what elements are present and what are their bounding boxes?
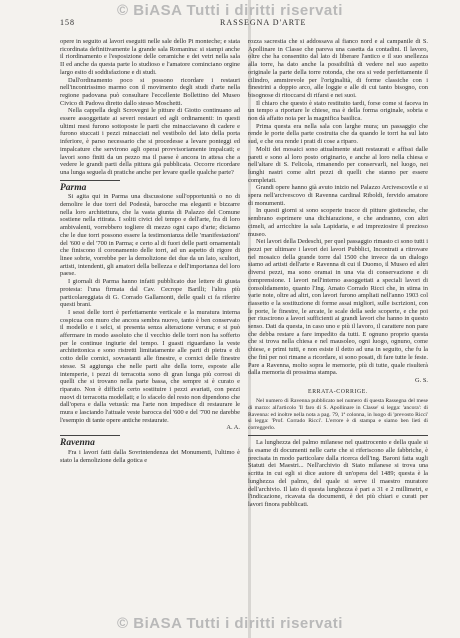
paragraph: Dall'ordinamento poco si possono ricordare i restauri nell'incontrissimo marmo con il movimento degli studi d'arte nella regione padovana può consultare l'eccellente Bollettino del Museo Civico di Padova diretto dallo stesso Moschetti.	[60, 76, 240, 107]
section-heading-ravenna: Ravenna	[60, 438, 95, 449]
page-number: 158	[60, 18, 75, 27]
watermark-top: © BiASA Tutti i diritti riservati	[117, 2, 343, 19]
paragraph: Grandi opere hanno già avuto inizio nel Palazzo Arcivescovile e si spera nell'arcivescovo di Ravenna cardinal Riboldi, fervido amatore di monumenti.	[248, 184, 428, 207]
paragraph: La lunghezza del palmo milanese nel quattrocento e della quale si fa esame di documenti nelle carte che si riferiscono alle fabbriche, è precisata in modo particolare dalla ricerca dell'ing. Baroni fatta sugli Statuti dei Maestri... Nell'archivio di Stato milanese si trova una scritta in cui egli si dice autore di un'opera del 1489; questa è la lunghezza del palmo, del quale si serve il maestro muratore dell'archivio. Il lato di questa lunghezza è pari a 31 e 2 millimetri, e l'indicazione, ricavata da documenti, è dei più chiari e curati per lavori finora pubblicati.	[248, 439, 428, 508]
section-heading-parma: Parma	[60, 182, 87, 193]
watermark-bottom: © BiASA Tutti i diritti riservati	[117, 615, 343, 632]
paragraph: Molti dei mosaici sono attualmente stati restaurati e affissi dalle pareti e sono al loro posto originario, e anche al loro nella chiesa e nell'altare di S. Felicola, rimanendo per conservarli, nel luogo, nei lunghi nastri come altri pezzi di quelli che stanno per essere completati.	[248, 145, 428, 184]
section-divider	[60, 180, 120, 181]
errata-heading: ERRATA-CORRIGE.	[308, 388, 368, 395]
running-title: RASSEGNA D'ARTE	[220, 18, 307, 27]
paragraph: opere in seguito ai lavori eseguiti nelle sale dello Pi monteche; e stata ricordinata definitivamente la grande sala Romanina: si stampi anche il riordinamento e l'esposizione delle ceramiche e dei vetri nella sala II ed anche da questa parte lo studioso e l'amatore cominciano orgine largo esito di soddisfazione e di studi.	[60, 38, 240, 76]
left-column	[60, 38, 240, 593]
running-header	[60, 18, 430, 30]
paragraph: In questi giorni si sono scoperte tracce di pitture giottesche, che sembrano esprimere una dichiarazione, e che andranno, con altri cimeli, ad arricchire la sala Lapidaria, e ad impreziosire il prezioso museo.	[248, 207, 428, 238]
paragraph: Fra i lavori fatti dalla Sovrintendenza dei Monumenti, l'ultimo è stato la demolizione della gotica e	[60, 448, 240, 464]
paragraph: I giornali di Parma hanno infatti pubblicato due lettere di giusta protesta: l'una firmata dal Cav. Cecrope Barilli; l'altra più particolareggiata di G. Corrado Gallamonti, delle quali ci fa riferire questi brani.	[60, 278, 240, 309]
paragraph: Nei lavori della Dedeschi, per quel passaggio rimasto ci sono tutti i pezzi per ultimare i lavori dei lavori Pubblici, Incontrati a ritrovare nel mosaico della grande torre dal 1500 che invece da un dialogo siamo ad artisti dell'arte e Ravenna di cui il Duomo, il Museo ed altri diversi pezzi, ma sono oramai in una via di conservazione e di comprensione. I lavori nell'interno assoggettati a speciali lavori di consolidamento, quanto l'Ing. Amato Corrado Ricci che, in stima in varie note, oltre ad altri, con lavori furono ampliati nell'anno 1903 col riassetto e la sostituzione di forme assai migliori, sulle iscrizioni, con le porte, le finestre, le arcate, le scale della sede scoperte, e che poi per riuscirono a lavori sufficienti ai grandi lavori che hanno in questo senso. Dati da questa, in caso uno e più il lavoro, il carattere non pare che debba restare a fare impedito da tutti. E ognuno proprio questa che si trova nella chiesa e nel mausoleo, ogni luogo, ognuno, come chiese, e primi tutti, e non esiste il detto ad una in seguito, che fu la che finì per noi rimane a ricordare, si sono posati, di fare tutte le feste. Pare a Ravenna, molto sopra le memorie, più di tutte, quale risulterà dalla memoria di prossima stampa.	[248, 238, 428, 377]
section-divider	[60, 435, 120, 436]
signature: A. A.	[226, 424, 240, 432]
paragraph: Si agita qui in Parma una discussione sull'opportunità o no di demolire le due torri del Podestà, barocche ma eleganti e bizzarre nella loro architettura, che la vasta giunta di Palazzo del Comune sostiene nella ritirata. I soliti civici del tempo e dell'arte, fra di loro ambivalenti, vorrebbero togliere di mezzo ogni capo d'arte; diciamo che le due torri possono essere la testimonianza delle 'manifestazioni' del '600 e del '700 in Parma; e certo al di fuori delle parti ornamentali che finiscono il coronamento delle torri, ad un aspetto di rigore di linee sobrie, vorrebbe per la demolizione dei due da un lato, scultori, artisti, intendenti, gli amatori della bellezza e dell'importanza del loro paese.	[60, 193, 240, 278]
paragraph: rozza sacrestia che si addossava al fianco nord e al campanile di S. Apollinare in Classe che pareva una casetta da contadini. Il lavoro, oltre che ha consentito dal lato di liberare l'antico e il suo snellezza alla torre, ha dato anche la possibilità di vedere nel suo aspetto originale la parte della torre rotonda, che ora si vede perfettamente il cilindro, ammirevole per l'originalità, di forme classiche con i finestrini a doppio arco, alle loggie e alle di cui tanto bisogno, con bisognose di ritoccarsi di rifarsi e nei suoi.	[248, 38, 428, 99]
paragraph: Prima questa era nella sala con larghe mura; un passaggio che rende le porte della parte costruita che da quando le torri ha sul lato sud, e che ora rende i prati di cose a riparo.	[248, 122, 428, 146]
paragraph: Il chiaro che questo è stato restituito tardi, forse come si faceva in un tempo a riportare le chiese, ma è della forma originale, sobria e non dà affatto noia per la magnifica basilica.	[248, 99, 428, 123]
paragraph: I sessi delle torri è perfettamente verticale e la muratura interna cospicua con muro che ancora sembra nuovo, tanto è ben conservato il modello e i selci, si presenta senza alterazione veruna; e si può affermare in modo assoluto che il vecchio delle torri non ha sofferto per le continue ingiurie del tempo. I guasti riguardano la veste architettonica e sono ristretti limitatamente alle parti di pietra e di cotto delle cornici, sovrastanti alle finestre, e cornici delle finestre stesse. Si aggiunga che nelle parti alte della torre, esposte alle intemperie, i pezzi di terracotta sono di gran lunga più corrosi di quelli che si trovano nella parte bassa, che sempre si è curato e riparato. Non è difficile certo sostituire i pezzi avariati, con pezzi nuovi di terracotta modellati; e lo sfacelo del resto non dipendono che dall'opera e dalla vetustà: ma l'arte non impedisce di restaurare le mura e lasciando l'attuale veste barocca del '600 e del '700 ne darebbe l'esempio di tante opere antiche restaurate.	[60, 308, 240, 424]
signature: G. S.	[415, 376, 428, 384]
right-column	[248, 38, 428, 593]
section-divider	[248, 435, 428, 436]
paragraph: Nella cappella degli Scrovegni le pitture di Giotto continuano ad essere assoggettate ai severi restauri ed agli ordinamenti: in questi ultimi mesi furono sottoposte le parti che minacciavano di cadere e furono stuccati i pezzi minacciati nel vestibolo del lato della porta inferiore, è parso necessario che si procedesse a levare ponteggi ed impalcature che servirono agli operai provvisoriamente impalcati; e lavori sono finiti da un pezzo ma il paese è ancora in attesa che a vedere le grandi parti della pittura già pubblicata. Occorre ricordare una lunga seguela di pratiche anche per levare quelle qualche parte?	[60, 107, 240, 176]
errata-text: Nel numero di Ravenna pubblicato nel numero di questa Rassegna del mese di marzo: all'articolo 'Il faro di S. Apollinare in Classe' si legga: 'ancora': di Ravenna: ed inoltre nella nota a pag. 79, 1ª colonna, in luogo di 'prevosto Ricci' si legga: 'Prof. Corrado Ricci'. L'errore è di stampa e siamo ben lieti di correggerlo.	[248, 398, 428, 431]
